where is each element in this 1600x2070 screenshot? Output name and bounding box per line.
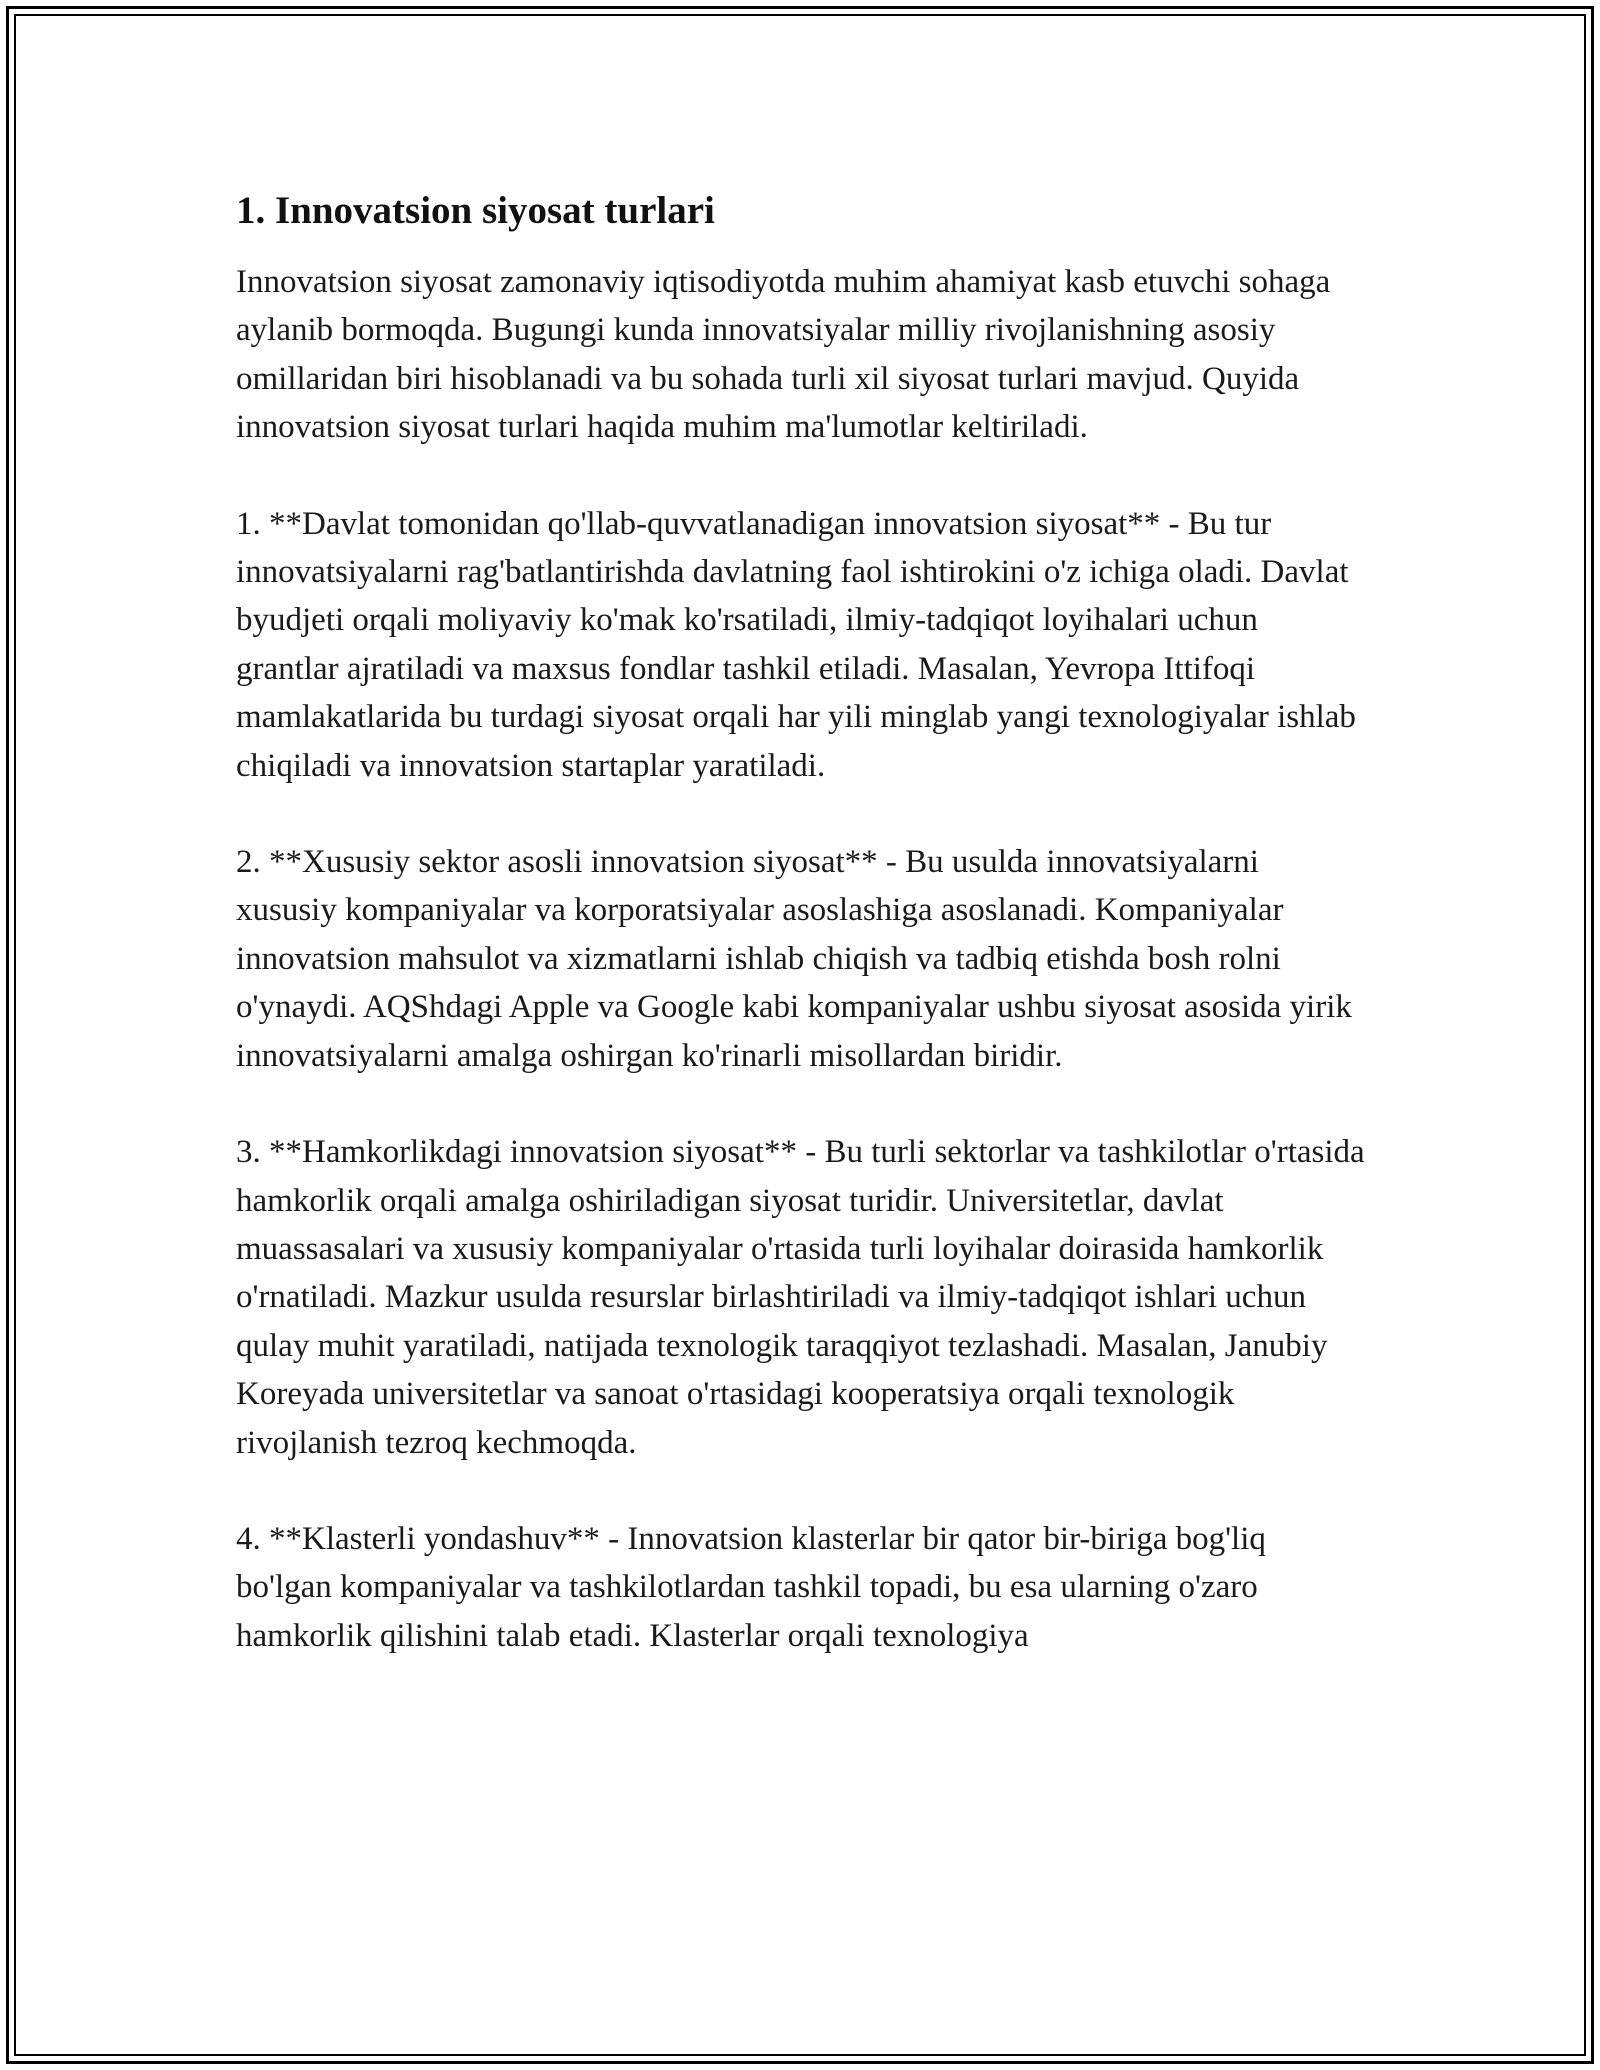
paragraph-state-supported-policy: 1. **Davlat tomonidan qo'llab-quvvatlanadigan innovatsion siyosat** - Bu tur innovatsiyalarni rag'batlantirishda davlatning faol ishtirokini o'z ichiga oladi. Davlat byudjeti orqali moliyaviy ko'mak ko'rsatiladi, ilmiy-tadqiqot loyihalari uchun grantlar ajratiladi va maxsus fondlar tashkil etiladi. Masalan, Yevropa Ittifoqi mamlakatlarida bu turdagi siyosat orqali har yili minglab yangi texnologiyalar ishlab chiqiladi va innovatsion startaplar yaratiladi. <box>236 505 1356 784</box>
paragraph-collaborative-policy: 3. **Hamkorlikdagi innovatsion siyosat** - Bu turli sektorlar va tashkilotlar o'rtasida hamkorlik orqali amalga oshiriladigan siyosat turidir. Universitetlar, davlat muassasalari va xususiy kompaniyalar o'rtasida turli loyihalar doirasida hamkorlik o'rnatiladi. Mazkur usulda resurslar birlashtiriladi va ilmiy-tadqiqot ishlari uchun qulay muhit yaratiladi, natijada texnologik taraqqiyot tezlashadi. Masalan, Janubiy Koreyada universitetlar va sanoat o'rtasidagi kooperatsiya orqali texnologik rivojlanish tezroq kechmoqda. <box>236 1134 1365 1461</box>
document-body <box>236 186 1366 1708</box>
section-heading: 1. Innovatsion siyosat turlari <box>236 189 715 232</box>
intro-paragraph: Innovatsion siyosat zamonaviy iqtisodiyotda muhim ahamiyat kasb etuvchi sohaga aylanib bormoqda. Bugungi kunda innovatsiyalar milliy rivojlanishning asosiy omillaridan biri hisoblanadi va bu sohada turli xil siyosat turlari mavjud. Quyida innovatsion siyosat turlari haqida muhim ma'lumotlar keltiriladi. <box>236 264 1331 446</box>
paragraph-private-sector-policy: 2. **Xususiy sektor asosli innovatsion siyosat** - Bu usulda innovatsiyalarni xususiy kompaniyalar va korporatsiyalar asoslashiga asoslanadi. Kompaniyalar innovatsion mahsulot va xizmatlarni ishlab chiqish va tadbiq etishda bosh rolni o'ynaydi. AQShdagi Apple va Google kabi kompaniyalar ushbu siyosat asosida yirik innovatsiyalarni amalga oshirgan ko'rinarli misollardan biridir. <box>236 844 1352 1074</box>
paragraph-cluster-approach: 4. **Klasterli yondashuv** - Innovatsion klasterlar bir qator bir-biriga bog'liq bo'lgan kompaniyalar va tashkilotlardan tashkil topadi, bu esa ularning o'zaro hamkorlik qilishini talab etadi. Klasterlar orqali texnologiya <box>236 1520 1266 1654</box>
